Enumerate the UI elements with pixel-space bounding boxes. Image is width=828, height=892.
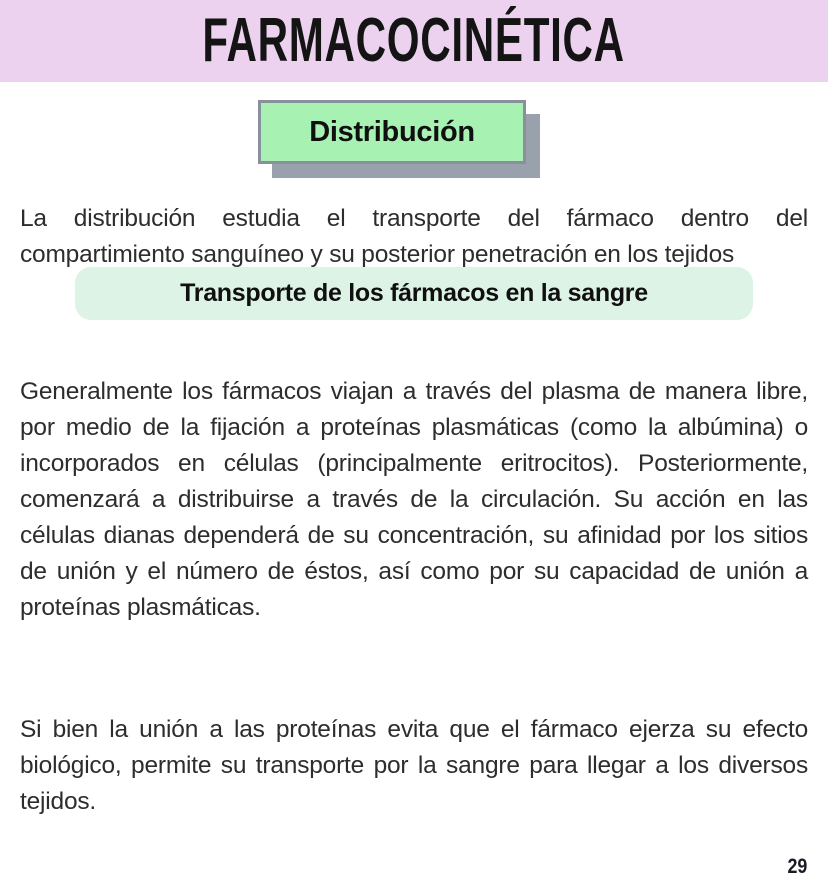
distribution-heading-label: Distribución: [309, 115, 475, 148]
transport-paragraph-2: Si bien la unión a las proteínas evita que el fármaco ejerza su efecto biológico, permite su transporte por la sangre para llegar a los diversos tejidos.: [20, 715, 808, 815]
page-title: FARMACOCINÉTICA: [202, 6, 626, 75]
intro-paragraph: La distribución estudia el transporte del fármaco dentro del compartimiento sanguíneo y su posterior penetración en los tejidos: [20, 204, 808, 268]
transport-heading-label: Transporte de los fármacos en la sangre: [180, 279, 648, 307]
transport-heading-pill: [75, 267, 753, 320]
page-number: 29: [787, 855, 807, 878]
transport-paragraph-1: Generalmente los fármacos viajan a través del plasma de manera libre, por medio de la fijación a proteínas plasmáticas (como la albúmina) o incorporados en células (principalmente eritrocitos). Posteriormente, comenzará a distribuirse a través de la circulación. Su acción en las células dianas dependerá de su concentración, su afinidad por los sitios de unión y el número de éstos, así como por su capacidad de unión a proteínas plasmáticas.: [20, 377, 808, 621]
title-banner: [0, 0, 828, 82]
distribution-heading-box: [258, 100, 526, 164]
